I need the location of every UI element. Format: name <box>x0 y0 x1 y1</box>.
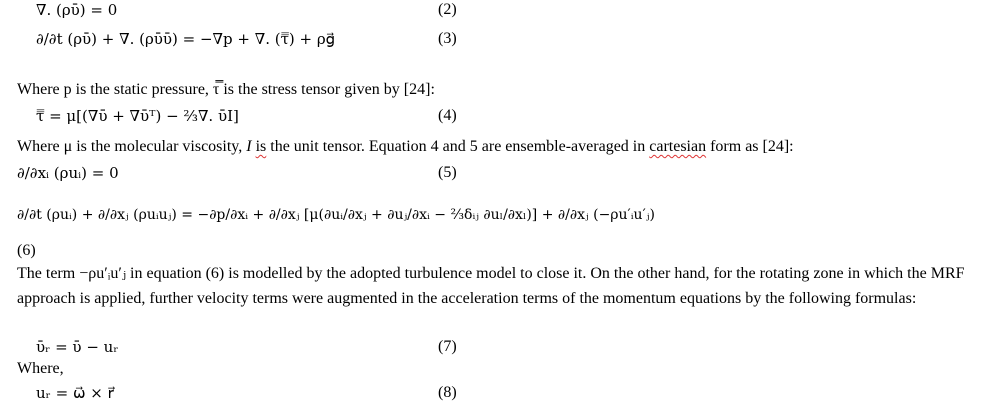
spelling-flag-cartesian: cartesian <box>649 138 707 155</box>
equation-8: uᵣ = ω⃗ × r⃗ <box>36 384 114 402</box>
equation-5: ∂/∂xᵢ (ρuᵢ) = 0 <box>17 164 119 182</box>
equation-7: ῡᵣ = ῡ − uᵣ <box>36 338 119 356</box>
equation-number-3: (3) <box>438 30 457 47</box>
equation-number-4: (4) <box>438 107 457 124</box>
equation-number-6: (6) <box>17 242 36 259</box>
equation-6: ∂/∂t (ρuᵢ) + ∂/∂xⱼ (ρuᵢuⱼ) = −∂p/∂xᵢ + ∂/∂xⱼ [μ(∂uᵢ/∂xⱼ + ∂uⱼ/∂xᵢ − ⅔δᵢⱼ ∂uₗ/∂xₗ)] + ∂/∂xⱼ (−ρu′ᵢu′ⱼ) <box>17 207 655 223</box>
equation-2: ∇. (ρῡ) = 0 <box>36 1 118 19</box>
equation-3: ∂/∂t (ρῡ) + ∇. (ρῡῡ) = −∇p + ∇. (τ̿) + ρg⃗ <box>36 30 336 48</box>
paragraph-where: Where, <box>17 360 64 377</box>
equation-4: τ̿ = μ[(∇ῡ + ∇ῡᵀ) − ⅔∇. ῡI] <box>36 107 239 125</box>
unit-tensor-symbol: I <box>246 138 252 155</box>
equation-number-7: (7) <box>438 338 457 355</box>
paragraph-where-pressure: Where p is the static pressure, τ̿ is the stress tensor given by [24]: <box>17 81 435 98</box>
paragraph-turbulence-term: The term −ρu′ᵢu′ⱼ in equation (6) is modelled by the adopted turbulence model to close it. On the other hand, for the rotating zone in which the MRF approach is applied, further velocity terms were augmented in the acceleration terms of the momentum equations by the following formulas: <box>17 265 965 307</box>
spelling-flag-is: is <box>255 138 267 155</box>
equation-number-5: (5) <box>438 164 457 181</box>
equation-number-2: (2) <box>438 1 457 18</box>
paragraph-where-viscosity: Where μ is the molecular viscosity, I is the unit tensor. Equation 4 and 5 are ensemble-averaged in cartesian form as [24]: <box>17 138 794 155</box>
equation-number-8: (8) <box>438 384 457 401</box>
